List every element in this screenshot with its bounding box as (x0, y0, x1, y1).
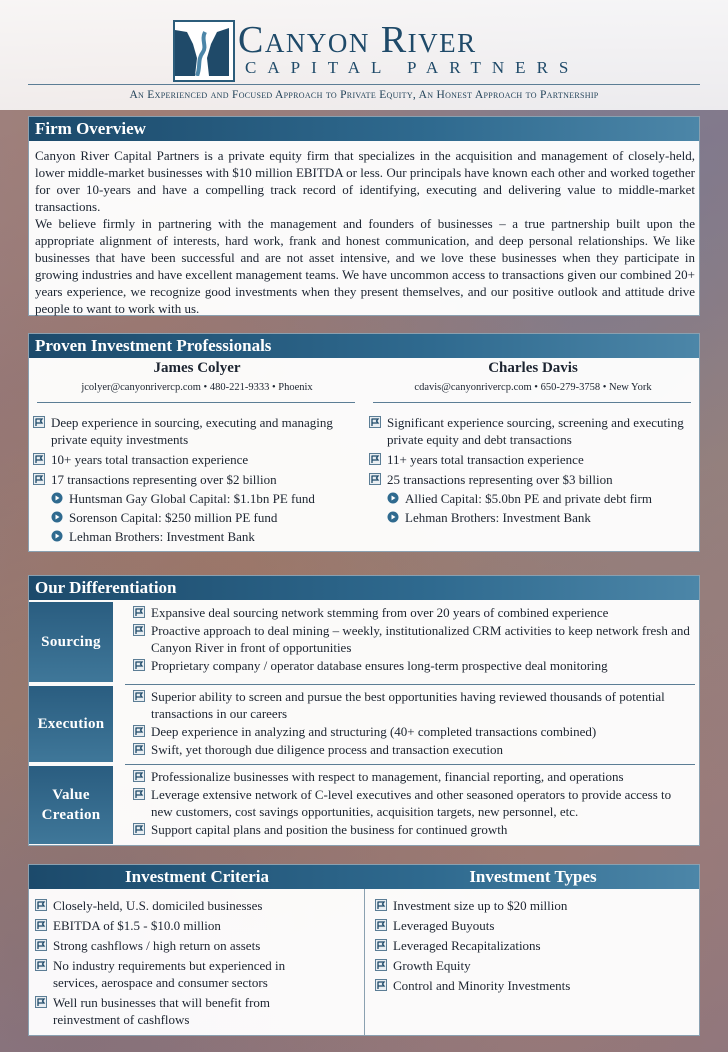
flag-bullet-icon (133, 690, 145, 702)
list-item: No industry requirements but experienced in services, aerospace and consumer sectors (35, 957, 325, 991)
list-item: Proprietary company / operator database ensures long-term prospective deal monitoring (133, 657, 693, 674)
execution-row (29, 686, 699, 762)
davis-experience-list (369, 414, 694, 529)
list-item: EBITDA of $1.5 - $10.0 million (35, 917, 325, 934)
flag-bullet-icon (133, 725, 145, 737)
list-item: Leverage extensive network of C-level executives and other seasoned operators to provide access to new customers, cost savings opportunities, acquisition targets, new personnel, etc. (133, 786, 693, 820)
tagline: An Experienced and Focused Approach to Private Equity, An Honest Approach to Partnership (129, 89, 599, 101)
divider (125, 764, 695, 765)
sourcing-list (133, 604, 693, 675)
header-divider (28, 84, 700, 85)
person-contact: cdavis@canyonrivercp.com • 650-279-3758 • New York (414, 382, 652, 393)
flag-bullet-icon (133, 659, 145, 671)
brand-subtitle: CAPITAL PARTNERS (245, 58, 580, 77)
flag-bullet-icon (33, 473, 45, 485)
divider (125, 684, 695, 685)
value-creation-label: Value Creation (29, 766, 113, 844)
flag-bullet-icon (133, 788, 145, 800)
list-item: Leveraged Buyouts (375, 917, 685, 934)
flag-bullet-icon (133, 823, 145, 835)
list-item: Strong cashflows / high return on assets (35, 937, 325, 954)
differentiation-title: Our Differentiation (29, 576, 699, 600)
person-name: Charles Davis (488, 360, 578, 376)
canyon-river-logo-icon (173, 20, 235, 82)
flag-bullet-icon (369, 473, 381, 485)
list-item: Deep experience in analyzing and structuring (40+ completed transactions combined) (133, 723, 693, 740)
flag-bullet-icon (35, 996, 47, 1008)
firm-overview-title: Firm Overview (29, 117, 699, 141)
flag-bullet-icon (35, 939, 47, 951)
flag-bullet-icon (369, 453, 381, 465)
list-item: Growth Equity (375, 957, 685, 974)
list-item: 10+ years total transaction experience (33, 451, 343, 468)
list-item: Lehman Brothers: Investment Bank (51, 528, 343, 545)
column-divider (364, 889, 365, 1035)
list-item: Sorenson Capital: $250 million PE fund (51, 509, 343, 526)
flag-bullet-icon (133, 606, 145, 618)
firm-overview-paragraph: We believe firmly in partnering with the management and founders of businesses – a true partnership built upon the appropriate alignment of interests, hard work, frank and honest communication, and deep personal relationships. We like businesses that have been successful and are not asset intensive, and we love these businesses when they participate in growing industries and have excellent management teams. We have uncommon access to transactions given our combined 20+ years experience, we recognize good investments when they present themselves, and our positive outlook and attitude drive people to want to work with us. (35, 216, 695, 316)
sourcing-row (29, 602, 699, 682)
flag-bullet-icon (375, 959, 387, 971)
investment-types-list (375, 897, 685, 997)
list-item: 17 transactions representing over $2 billion Huntsman Gay Global Capital: $1.1bn PE fund Sorenson Capital: $250 million PE fund Lehman Brothers: Investment Bank (33, 471, 343, 545)
arrow-bullet-icon (387, 511, 399, 523)
list-item: 25 transactions representing over $3 billion Allied Capital: $5.0bn PE and private debt firm Lehman Brothers: Investment Bank (369, 471, 694, 526)
value-creation-list (133, 768, 693, 839)
flag-bullet-icon (375, 919, 387, 931)
list-item: Expansive deal sourcing network stemming from over 20 years of combined experience (133, 604, 693, 621)
list-item: Leveraged Recapitalizations (375, 937, 685, 954)
professionals-panel (28, 333, 700, 552)
list-item: Superior ability to screen and pursue the best opportunities having reviewed thousands of potential transactions in our careers (133, 688, 693, 722)
execution-label: Execution (29, 686, 113, 762)
brand-name: Canyon River (238, 19, 477, 61)
investment-panel (28, 864, 700, 1036)
flag-bullet-icon (133, 743, 145, 755)
colyer-experience-list (33, 414, 343, 548)
list-item: Huntsman Gay Global Capital: $1.1bn PE fund (51, 490, 343, 507)
list-item: Swift, yet thorough due diligence process and transaction execution (133, 741, 693, 758)
flag-bullet-icon (375, 979, 387, 991)
person-contact: jcolyer@canyonrivercp.com • 480-221-9333 • Phoenix (81, 382, 313, 393)
execution-list (133, 688, 693, 759)
flag-bullet-icon (133, 624, 145, 636)
investment-types-title: Investment Types (469, 867, 597, 886)
flag-bullet-icon (133, 770, 145, 782)
person-name: James Colyer (153, 360, 241, 376)
investment-criteria-title: Investment Criteria (125, 867, 269, 886)
professionals-title: Proven Investment Professionals (29, 334, 699, 358)
list-item: 11+ years total transaction experience (369, 451, 694, 468)
list-item: Support capital plans and position the business for continued growth (133, 821, 693, 838)
flag-bullet-icon (33, 416, 45, 428)
arrow-bullet-icon (51, 492, 63, 504)
header (0, 0, 728, 110)
list-item: Closely-held, U.S. domiciled businesses (35, 897, 325, 914)
list-item: Significant experience sourcing, screening and executing private equity and debt transactions (369, 414, 694, 448)
arrow-bullet-icon (51, 511, 63, 523)
firm-overview-paragraph: Canyon River Capital Partners is a private equity firm that specializes in the acquisition and management of closely-held, lower middle-market businesses with $10 million EBITDA or less. Our principals have known each other and worked together for over 10-years and have a compelling track record of identifying, executing and delivering value to middle-market transactions. (35, 148, 695, 214)
value-creation-row (29, 766, 699, 844)
flag-bullet-icon (369, 416, 381, 428)
list-item: Deep experience in sourcing, executing and managing private equity investments (33, 414, 343, 448)
arrow-bullet-icon (387, 492, 399, 504)
list-item: Proactive approach to deal mining – weekly, institutionalized CRM activities to keep network fresh and Canyon River in front of opportunities (133, 622, 693, 656)
investment-criteria-list (35, 897, 325, 1031)
list-item: Lehman Brothers: Investment Bank (387, 509, 694, 526)
flag-bullet-icon (35, 899, 47, 911)
divider (37, 402, 355, 403)
arrow-bullet-icon (51, 530, 63, 542)
list-item: Well run businesses that will benefit from reinvestment of cashflows (35, 994, 325, 1028)
list-item: Professionalize businesses with respect to management, financial reporting, and operations (133, 768, 693, 785)
differentiation-panel (28, 575, 700, 846)
flag-bullet-icon (375, 899, 387, 911)
sourcing-label: Sourcing (29, 602, 113, 682)
flag-bullet-icon (35, 959, 47, 971)
firm-overview-panel (28, 116, 700, 316)
flag-bullet-icon (33, 453, 45, 465)
flag-bullet-icon (35, 919, 47, 931)
list-item: Investment size up to $20 million (375, 897, 685, 914)
flag-bullet-icon (375, 939, 387, 951)
list-item: Control and Minority Investments (375, 977, 685, 994)
list-item: Allied Capital: $5.0bn PE and private debt firm (387, 490, 694, 507)
divider (373, 402, 691, 403)
